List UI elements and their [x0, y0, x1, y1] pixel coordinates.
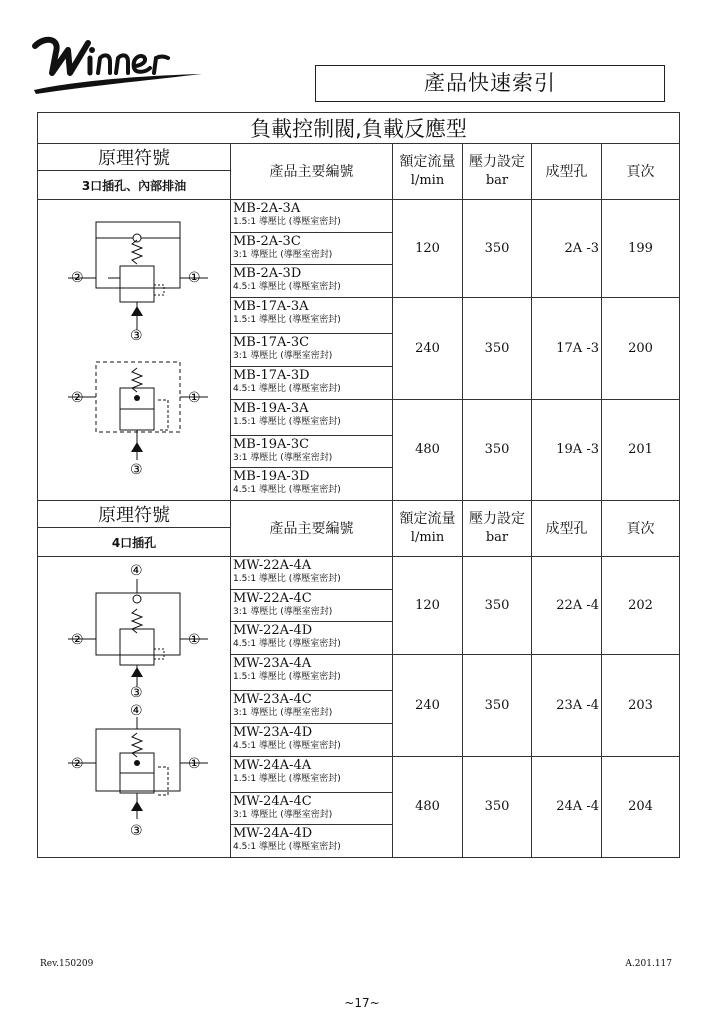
- pressure-value: 350: [463, 399, 532, 500]
- model-item: MW-22A-4D 4.5:1 導壓比 (導壓室密封): [231, 622, 393, 655]
- model-item: MB-2A-3C 3:1 導壓比 (導壓室密封): [231, 232, 393, 265]
- hole-value: 2A -3: [532, 200, 602, 298]
- flow-value: 240: [393, 655, 463, 756]
- model-item: MB-19A-3C 3:1 導壓比 (導壓室密封): [231, 435, 393, 468]
- flow-value: 120: [393, 557, 463, 655]
- model-item: MB-17A-3D 4.5:1 導壓比 (導壓室密封): [231, 366, 393, 399]
- model-item: MW-23A-4D 4.5:1 導壓比 (導壓室密封): [231, 723, 393, 756]
- page-title-box: [315, 65, 665, 102]
- port-2-label: ②: [71, 390, 84, 406]
- page-value: 202: [602, 557, 680, 655]
- flow-column-header: 額定流量 l/min: [393, 144, 463, 200]
- flow-value: 480: [393, 756, 463, 857]
- page-value: 199: [602, 200, 680, 298]
- hydraulic-symbol-3port: [38, 200, 231, 501]
- port-2-label: ②: [71, 632, 84, 648]
- valve-symbol-diagram: [38, 557, 231, 853]
- flow-value: 120: [393, 200, 463, 298]
- hole-value: 24A -4: [532, 756, 602, 857]
- pressure-column-header: 壓力設定 bar: [463, 501, 532, 557]
- model-item: MB-2A-3D 4.5:1 導壓比 (導壓室密封): [231, 265, 393, 298]
- port-3-label: ③: [130, 823, 143, 839]
- port-4-label: ④: [130, 563, 143, 579]
- port-1-label: ①: [188, 632, 201, 648]
- page-value: 201: [602, 399, 680, 500]
- model-item: MB-2A-3A 1.5:1 導壓比 (導壓室密封): [231, 200, 393, 233]
- pressure-value: 350: [463, 557, 532, 655]
- model-item: MB-17A-3A 1.5:1 導壓比 (導壓室密封): [231, 298, 393, 334]
- hole-column-header: 成型孔: [532, 501, 602, 557]
- winner-logo: [30, 28, 205, 98]
- model-item: MB-19A-3A 1.5:1 導壓比 (導壓室密封): [231, 399, 393, 435]
- port-2-label: ②: [71, 756, 84, 772]
- model-item: MB-17A-3C 3:1 導壓比 (導壓室密封): [231, 334, 393, 367]
- hole-value: 17A -3: [532, 298, 602, 399]
- port-1-label: ①: [188, 756, 201, 772]
- model-column-header: 產品主要編號: [231, 144, 393, 200]
- port-1-label: ①: [188, 270, 201, 286]
- model-item: MW-24A-4C 3:1 導壓比 (導壓室密封): [231, 792, 393, 825]
- pressure-value: 350: [463, 655, 532, 756]
- revision-label: Rev.150209: [40, 959, 94, 969]
- pressure-value: 350: [463, 298, 532, 399]
- model-column-header: 產品主要編號: [231, 501, 393, 557]
- page-value: 203: [602, 655, 680, 756]
- flow-column-header: 額定流量 l/min: [393, 501, 463, 557]
- port-type-label: 3口插孔、內部排油: [38, 171, 231, 200]
- flow-value: 480: [393, 399, 463, 500]
- document-code: A.201.117: [625, 959, 672, 969]
- symbol-header: 原理符號: [38, 144, 231, 171]
- section-title: 負載控制閥,負載反應型: [38, 113, 680, 144]
- hole-value: 23A -4: [532, 655, 602, 756]
- port-3-label: ③: [130, 328, 143, 344]
- model-item: MW-23A-4C 3:1 導壓比 (導壓室密封): [231, 691, 393, 724]
- model-item: MW-24A-4D 4.5:1 導壓比 (導壓室密封): [231, 825, 393, 858]
- model-item: MW-24A-4A 1.5:1 導壓比 (導壓室密封): [231, 756, 393, 792]
- page-column-header: 頁次: [602, 501, 680, 557]
- product-index-table: [37, 112, 680, 858]
- port-3-label: ③: [130, 685, 143, 701]
- page-column-header: 頁次: [602, 144, 680, 200]
- page-number: ~17~: [344, 996, 380, 1010]
- page-title: 產品快速索引: [424, 71, 556, 95]
- hydraulic-symbol-4port: [38, 557, 231, 858]
- port-3-label: ③: [130, 462, 143, 478]
- hole-value: 22A -4: [532, 557, 602, 655]
- page-value: 204: [602, 756, 680, 857]
- flow-value: 240: [393, 298, 463, 399]
- symbol-header: 原理符號: [38, 501, 231, 528]
- port-type-label: 4口插孔: [38, 528, 231, 557]
- model-item: MW-22A-4C 3:1 導壓比 (導壓室密封): [231, 589, 393, 622]
- model-item: MW-22A-4A 1.5:1 導壓比 (導壓室密封): [231, 557, 393, 590]
- port-4-label: ④: [130, 703, 143, 719]
- page-value: 200: [602, 298, 680, 399]
- model-item: MW-23A-4A 1.5:1 導壓比 (導壓室密封): [231, 655, 393, 691]
- port-1-label: ①: [188, 390, 201, 406]
- pressure-column-header: 壓力設定 bar: [463, 144, 532, 200]
- port-2-label: ②: [71, 270, 84, 286]
- hole-value: 19A -3: [532, 399, 602, 500]
- valve-symbol-diagram: [38, 200, 231, 496]
- model-item: MB-19A-3D 4.5:1 導壓比 (導壓室密封): [231, 468, 393, 501]
- pressure-value: 350: [463, 200, 532, 298]
- hole-column-header: 成型孔: [532, 144, 602, 200]
- pressure-value: 350: [463, 756, 532, 857]
